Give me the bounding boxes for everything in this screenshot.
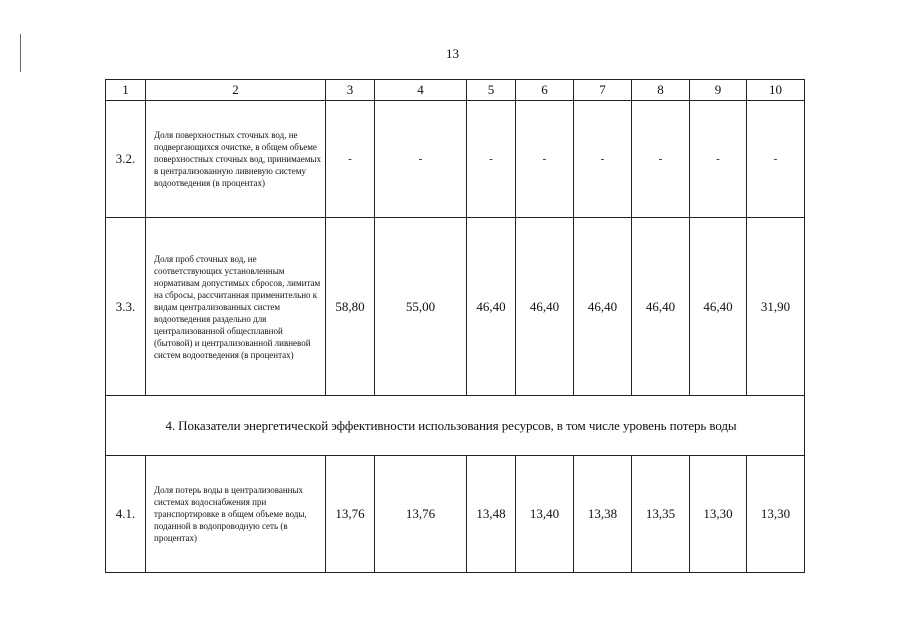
- row-description: Доля потерь воды в централизованных системах водоснабжения при транспортировке в общем объеме воды, поданной в водопроводную сеть (в процентах): [146, 456, 326, 573]
- column-number: 4: [375, 80, 467, 101]
- value-cell: -: [467, 101, 516, 218]
- section-header-row: [106, 396, 805, 456]
- value-cell: -: [326, 101, 375, 218]
- value-cell: 13,48: [467, 456, 516, 573]
- column-number: 9: [690, 80, 747, 101]
- value-cell: 13,76: [375, 456, 467, 573]
- table-row: [106, 101, 805, 218]
- value-cell: 13,30: [690, 456, 747, 573]
- indicators-table: [105, 79, 805, 573]
- value-cell: 13,35: [632, 456, 690, 573]
- value-cell: 55,00: [375, 218, 467, 396]
- column-number: 10: [747, 80, 805, 101]
- column-number: 8: [632, 80, 690, 101]
- column-number-row: [106, 80, 805, 101]
- section-heading: 4. Показатели энергетической эффективности использования ресурсов, в том числе уровень потерь воды: [106, 396, 805, 456]
- row-description: Доля проб сточных вод, не соответствующих установленным нормативам допустимых сбросов, лимитам на сбросы, рассчитанная применительно к видам централизованных систем водоотведения раздельно для централизованной общесплавной (бытовой) и централизованной ливневой систем водоотведения (в процентах): [146, 218, 326, 396]
- value-cell: 13,38: [574, 456, 632, 573]
- value-cell: 46,40: [467, 218, 516, 396]
- column-number: 6: [516, 80, 574, 101]
- table-row: [106, 456, 805, 573]
- page-number: 13: [446, 46, 459, 61]
- row-id: 4.1.: [106, 456, 146, 573]
- table-row: [106, 218, 805, 396]
- value-cell: -: [574, 101, 632, 218]
- row-description: Доля поверхностных сточных вод, не подвергающихся очистке, в общем объеме поверхностных сточных вод, принимаемых в централизованную ливневую систему водоотведения (в процентах): [146, 101, 326, 218]
- column-number: 1: [106, 80, 146, 101]
- row-id: 3.3.: [106, 218, 146, 396]
- value-cell: 46,40: [574, 218, 632, 396]
- value-cell: 31,90: [747, 218, 805, 396]
- value-cell: 46,40: [516, 218, 574, 396]
- value-cell: -: [690, 101, 747, 218]
- value-cell: -: [632, 101, 690, 218]
- value-cell: 46,40: [632, 218, 690, 396]
- value-cell: -: [375, 101, 467, 218]
- value-cell: 46,40: [690, 218, 747, 396]
- column-number: 7: [574, 80, 632, 101]
- value-cell: -: [747, 101, 805, 218]
- column-number: 5: [467, 80, 516, 101]
- column-number: 2: [146, 80, 326, 101]
- value-cell: 13,76: [326, 456, 375, 573]
- value-cell: 13,40: [516, 456, 574, 573]
- value-cell: -: [516, 101, 574, 218]
- row-id: 3.2.: [106, 101, 146, 218]
- value-cell: 13,30: [747, 456, 805, 573]
- column-number: 3: [326, 80, 375, 101]
- value-cell: 58,80: [326, 218, 375, 396]
